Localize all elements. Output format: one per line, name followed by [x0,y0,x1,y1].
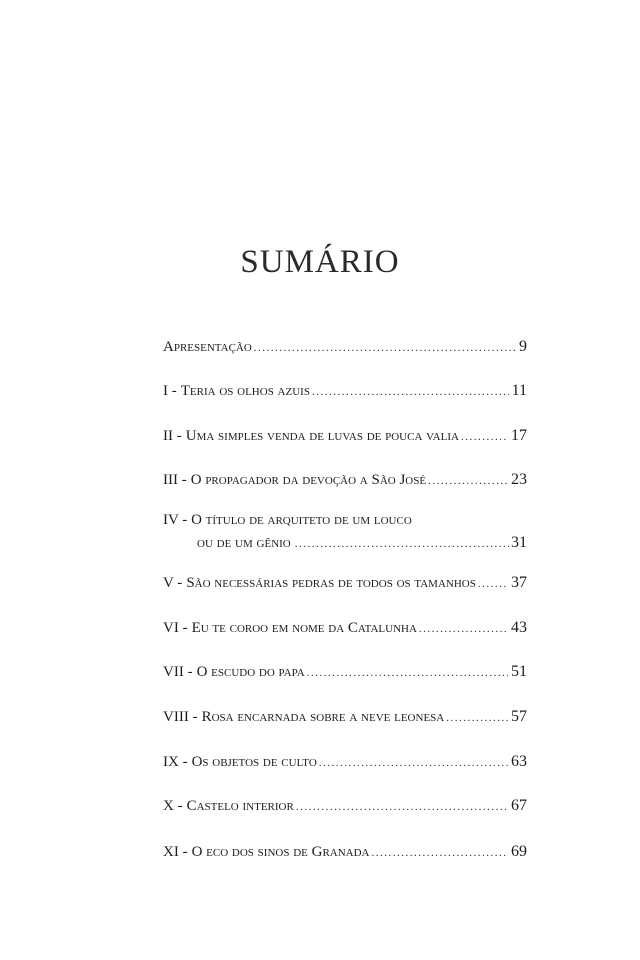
toc-entry-title: Castelo interior [186,798,294,814]
toc-entry-2 [163,426,527,447]
dot-leader [428,471,508,491]
toc-entry-page: 31 [511,534,527,551]
toc-entry-page: 17 [511,427,527,444]
dot-leader [419,619,508,639]
toc-entry-11 [163,842,527,863]
toc-entry-number: III - [163,472,187,488]
toc-entry-1 [163,381,527,402]
toc-entry-number: IX - [163,754,188,770]
toc-entry-page: 57 [511,708,527,725]
dot-leader [372,843,508,863]
toc-entry-9 [163,752,527,773]
dot-leader [254,338,516,358]
toc-entry-line-1 [163,510,527,530]
toc-entry-title: O escudo do papa [196,664,305,680]
toc-entry-6 [163,618,527,639]
dot-leader [312,382,509,402]
toc-entry-page: 63 [511,753,527,770]
toc-entry-page: 67 [511,797,527,814]
page-title: SUMÁRIO [240,244,400,280]
dot-leader [296,797,508,817]
toc-entry-3 [163,470,527,491]
toc-entry-7 [163,662,527,683]
toc-entry-number: VI - [163,620,188,636]
toc-entry-title: Teria os olhos azuis [180,383,310,399]
toc-entry-number: I - [163,383,177,399]
toc-entry-page: 9 [519,338,527,355]
toc-entry-title: Eu te coroo em nome da Catalunha [191,620,417,636]
toc-entry-number: VIII - [163,709,198,725]
toc-entry-number: VII - [163,664,193,680]
toc-entry-number: V - [163,575,183,591]
toc-entry-page: 23 [511,471,527,488]
toc-entry-number: XI - [163,844,188,860]
toc-entry-title: Apresentação [163,339,252,355]
toc-entry-number: X - [163,798,183,814]
toc-entry-apresentacao [163,337,527,358]
toc-entry-page: 37 [511,574,527,591]
dot-leader [446,708,508,728]
dot-leader [307,663,508,683]
toc-entry-page: 51 [511,663,527,680]
toc-entry-page: 43 [511,619,527,636]
dot-leader [295,534,509,554]
dot-leader [319,753,508,773]
toc-entry-4 [163,510,527,554]
toc-entry-title: Uma simples venda de luvas de pouca valia [185,428,459,444]
toc-entry-title-continued: ou de um gênio [197,535,291,551]
toc-entry-page: 11 [511,382,527,399]
toc-entry-8 [163,707,527,728]
toc-entry-title: O propagador da devoção a São José [190,472,427,488]
dot-leader [461,427,508,447]
toc-entry-title: São necessárias pedras de todos os tamanhos [186,575,476,591]
toc-entry-page: 69 [511,843,527,860]
toc-entry-title: Os objetos de culto [191,754,317,770]
toc-entry-number: IV - [163,512,188,528]
toc-entry-line-2 [197,533,527,554]
toc-entry-number: II - [163,428,182,444]
toc-entry-10 [163,796,527,817]
toc-entry-title: Rosa encarnada sobre a neve leonesa [201,709,445,725]
toc-entry-title: O título de arquiteto de um louco [191,512,412,528]
dot-leader [478,574,508,594]
toc-entry-title: O eco dos sinos de Granada [191,844,370,860]
toc-entry-5 [163,573,527,594]
